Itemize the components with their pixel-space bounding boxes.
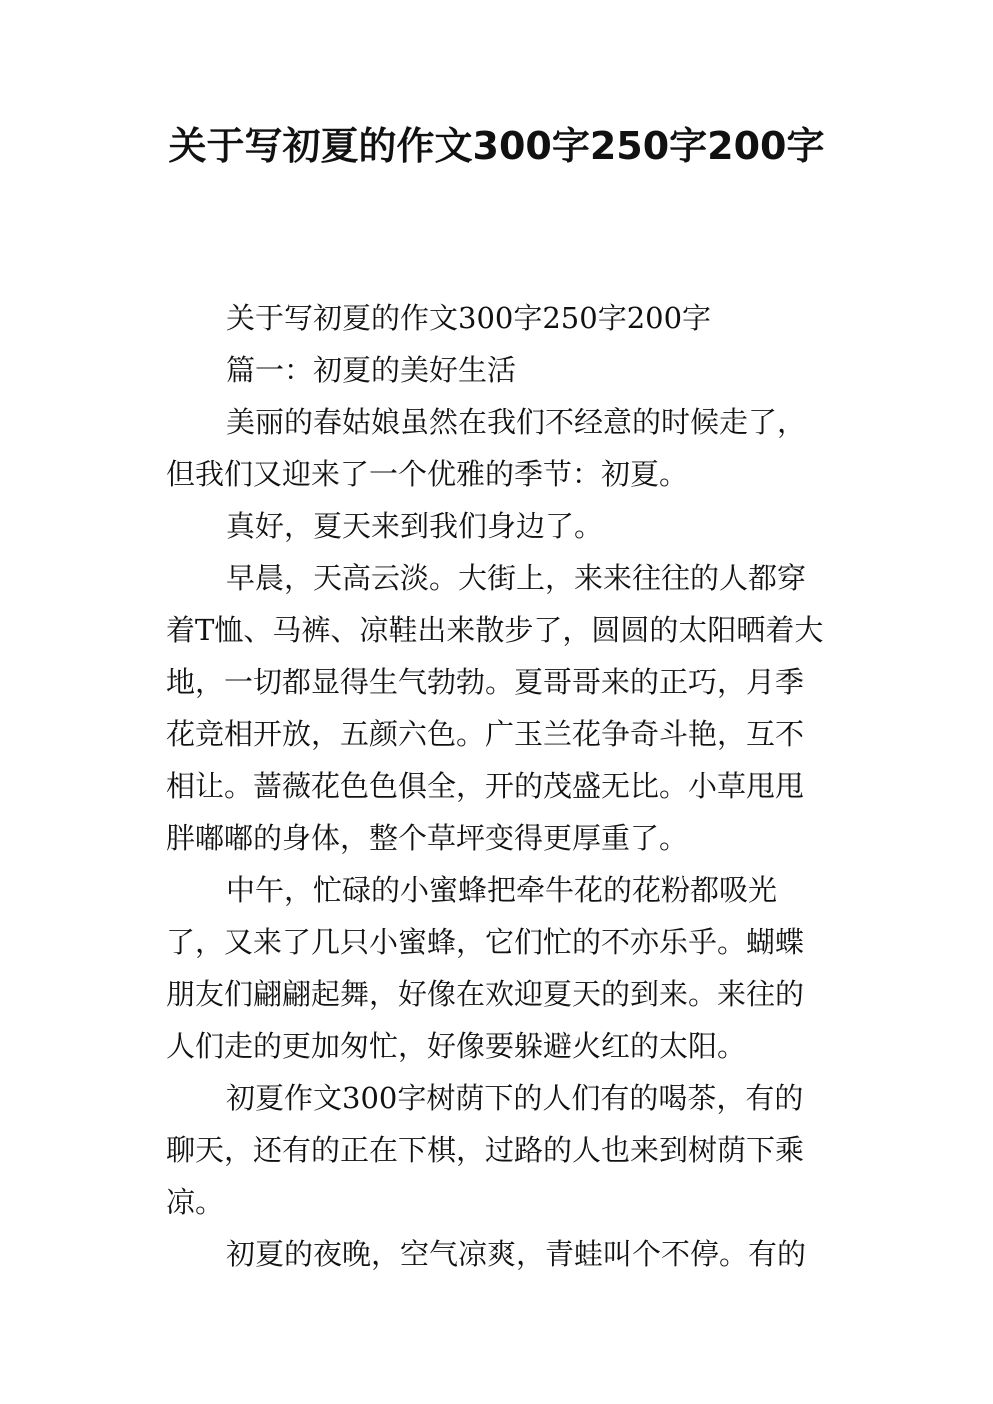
paragraph: 真好，夏天来到我们身边了。 [226, 509, 604, 543]
document-body [166, 292, 830, 1280]
paragraph-section-heading: 篇一：初夏的美好生活 [226, 353, 517, 387]
document-title: 关于写初夏的作文300字250字200字 [168, 124, 825, 168]
paragraph: 初夏的夜晚，空气凉爽，青蛙叫个不停。有的 [226, 1237, 807, 1271]
paragraph: 中午，忙碌的小蜜蜂把牵牛花的花粉都吸光了，又来了几只小蜜蜂，它们忙的不亦乐乎。蝴蝶朋友们翩翩起舞，好像在欢迎夏天的到来。来往的人们走的更加匆忙，好像要躲避火红的太阳。 [166, 873, 805, 1063]
paragraph: 初夏作文300字树荫下的人们有的喝茶，有的聊天，还有的正在下棋，过路的人也来到树荫下乘凉。 [166, 1081, 805, 1219]
paragraph: 早晨，天高云淡。大街上，来来往往的人都穿着T恤、马裤、凉鞋出来散步了，圆圆的太阳晒着大地，一切都显得生气勃勃。夏哥哥来的正巧，月季花竞相开放，五颜六色。广玉兰花争奇斗艳，互不相让。蔷薇花色色俱全，开的茂盛无比。小草甩甩胖嘟嘟的身体，整个草坪变得更厚重了。 [166, 561, 824, 855]
paragraph: 美丽的春姑娘虽然在我们不经意的时候走了，但我们又迎来了一个优雅的季节：初夏。 [166, 405, 807, 491]
paragraph-title-repeat: 关于写初夏的作文300字250字200字 [226, 301, 712, 335]
